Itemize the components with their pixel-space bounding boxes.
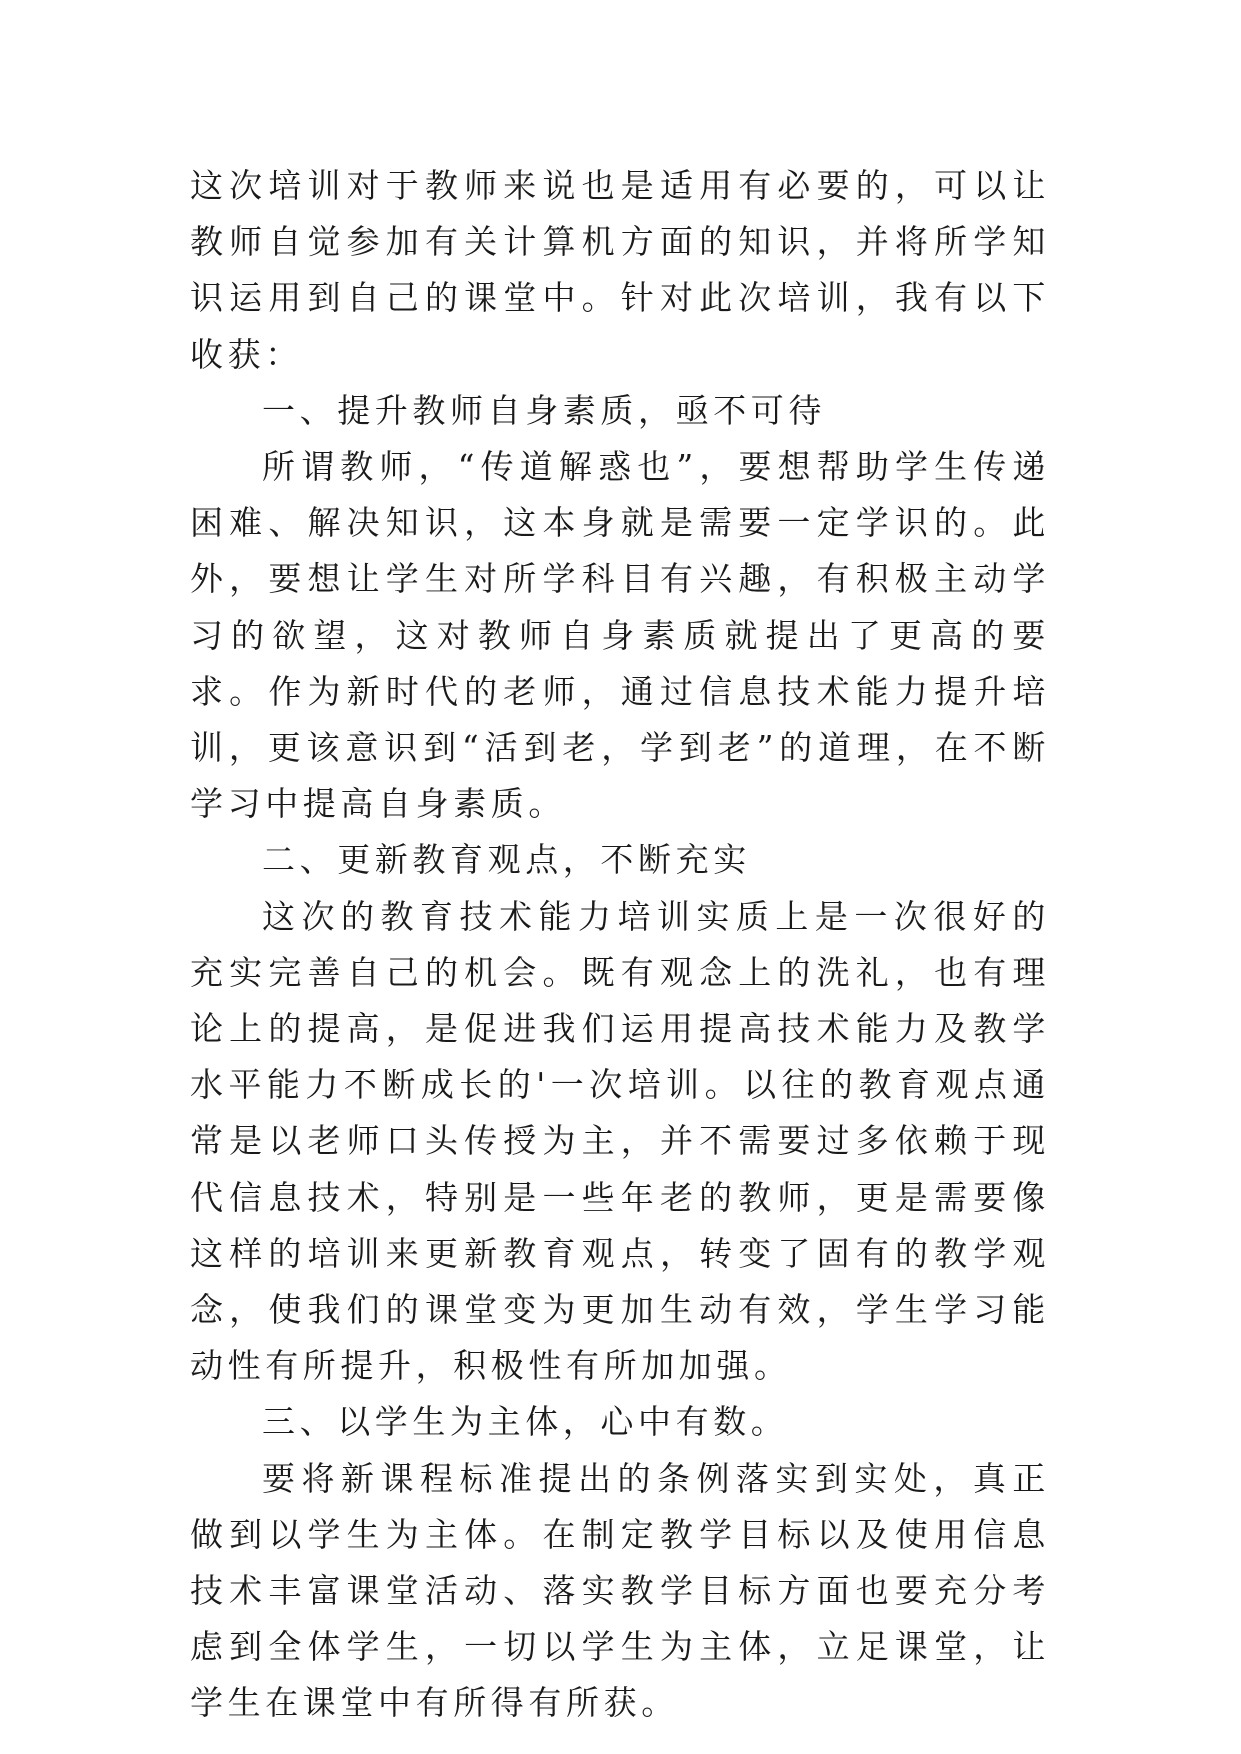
paragraph-section-2: 这次的教育技术能力培训实质上是一次很好的充实完善自己的机会。既有观念上的洗礼，也有理论上的提高，是促进我们运用提高技术能力及教学水平能力不断成长的'一次培训。以往的教育观点通常是以老师口头传授为主，并不需要过多依赖于现代信息技术，特别是一些年老的教师，更是需要像这样的培训来更新教育观点，转变了固有的教学观念，使我们的课堂变为更加生动有效，学生学习能动性有所提升，积极性有所加加强。 [190, 896, 1050, 1386]
section-heading-1: 一、提升教师自身素质，亟不可待 [262, 390, 826, 430]
paragraph-section-3: 要将新课程标准提出的条例落实到实处，真正做到以学生为主体。在制定教学目标以及使用信息技术丰富课堂活动、落实教学目标方面也要充分考虑到全体学生，一切以学生为主体，立足课堂，让学生在课堂中有所得有所获。 [190, 1458, 1050, 1723]
paragraph-intro: 这次培训对于教师来说也是适用有必要的，可以让教师自觉参加有关计算机方面的知识，并将所学知识运用到自己的课堂中。针对此次培训，我有以下收获： [190, 166, 1050, 374]
paragraph-section-1: 所谓教师，“传道解惑也”，要想帮助学生传递困难、解决知识，这本身就是需要一定学识的。此外，要想让学生对所学科目有兴趣，有积极主动学习的欲望，这对教师自身素质就提出了更高的要求。作为新时代的老师，通过信息技术能力提升培训，更该意识到“活到老，学到老”的道理，在不断学习中提高自身素质。 [190, 447, 1050, 824]
section-heading-2: 二、更新教育观点，不断充实 [262, 840, 751, 880]
document-body [190, 158, 1050, 1732]
section-heading-3: 三、以学生为主体，心中有数。 [262, 1402, 789, 1442]
